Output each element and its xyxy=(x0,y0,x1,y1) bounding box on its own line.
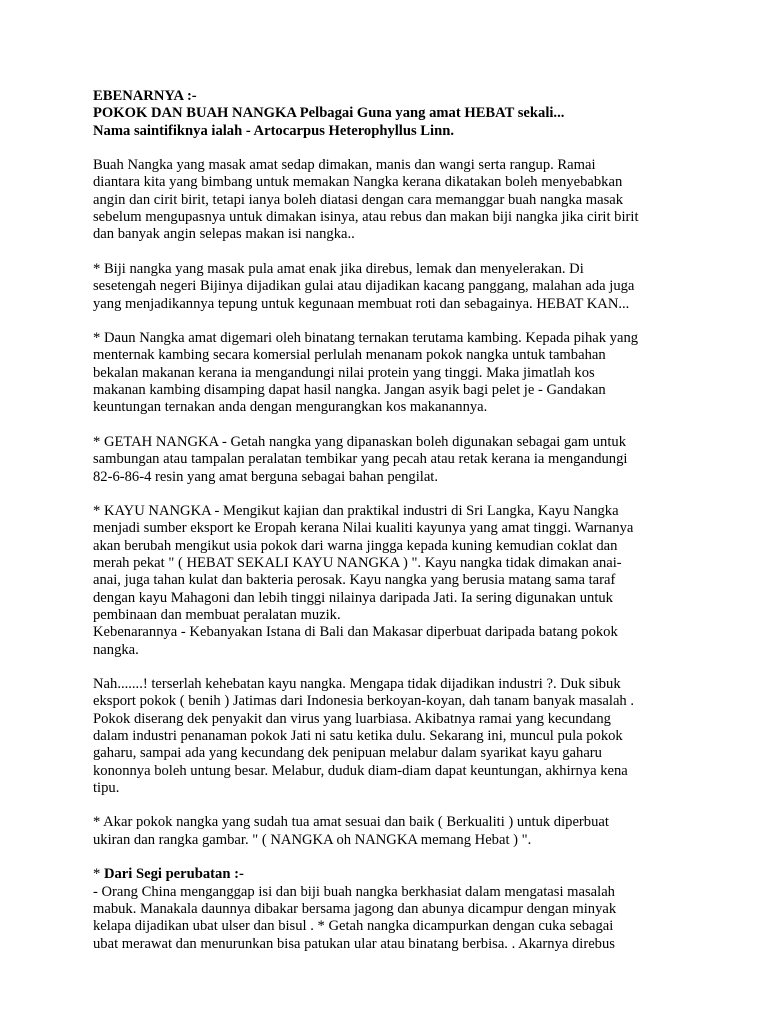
document-header xyxy=(93,88,683,140)
paragraph-line: diantara kita yang bimbang untuk memakan Nangka kerana dikatakan boleh menyebabkan xyxy=(93,174,623,191)
paragraph-line: ukiran dan rangka gambar. " ( NANGKA oh NANGKA memang Hebat ) ". xyxy=(93,831,532,848)
paragraph-line: * Daun Nangka amat digemari oleh binatang ternakan terutama kambing. Kepada pihak yang xyxy=(93,330,639,347)
paragraph-line: Kebenarannya - Kebanyakan Istana di Bali dan Makasar diperbuat daripada batang pokok xyxy=(93,624,618,641)
paragraph-line: gaharu, sampai ada yang kecundang dek penipuan melabur dalam syarikat kayu gaharu xyxy=(93,745,602,762)
section-line: mabuk. Manakala daunnya dibakar bersama jagong dan abunya dicampur dengan minyak xyxy=(93,900,617,917)
paragraph-line: dalam industri penanaman pokok Jati ni satu ketika dulu. Sekarang ini, muncul pula pokok xyxy=(93,727,623,744)
paragraph-line: sesetengah negeri Bijinya dijadikan gulai atau dijadikan kacang panggang, malahan ada juga xyxy=(93,278,635,295)
section-text xyxy=(93,884,683,953)
header-line-3: Nama saintifiknya ialah - Artocarpus Heterophyllus Linn. xyxy=(93,122,454,139)
paragraph-line: Nah.......! terserlah kehebatan kayu nangka. Mengapa tidak dijadikan industri ?. Duk sibuk xyxy=(93,676,621,693)
paragraph-line: dengan kayu Mahagoni dan lebih tinggi nilainya daripada Jati. Ia sering digunakan untuk xyxy=(93,589,613,606)
paragraph-line: 82-6-86-4 resin yang amat berguna sebagai bahan pengilat. xyxy=(93,468,438,485)
paragraph-line: * KAYU NANGKA - Mengikut kajian dan praktikal industri di Sri Langka, Kayu Nangka xyxy=(93,503,619,520)
paragraph-line: * GETAH NANGKA - Getah nangka yang dipanaskan boleh digunakan sebagai gam untuk xyxy=(93,433,626,450)
section-line: - Orang China menganggap isi dan biji buah nangka berkhasiat dalam mengatasi masalah xyxy=(93,883,615,900)
paragraph-line: menjadi sumber eksport ke Eropah kerana Nilai kualiti kayunya yang amat tinggi. Warnanya xyxy=(93,520,634,537)
medical-section xyxy=(93,866,683,952)
paragraph-line: Pokok diserang dek penyakit dan virus yang luarbiasa. Akibatnya ramai yang kecundang xyxy=(93,710,611,727)
paragraph xyxy=(93,676,683,797)
header-line-2: POKOK DAN BUAH NANGKA Pelbagai Guna yang amat HEBAT sekali... xyxy=(93,105,565,122)
paragraph xyxy=(93,814,683,849)
paragraph-list xyxy=(93,157,683,849)
paragraph-line: anai, juga tahan kulat dan bakteria perosak. Kayu nangka yang berusia matang sama taraf xyxy=(93,572,616,589)
paragraph-line: eksport pokok ( benih ) Jatimas dari Indonesia berkoyan-koyan, dah tanam banyak masalah . xyxy=(93,693,635,710)
paragraph-line: bekalan makanan kerana ia mengandungi nilai protein yang tinggi. Maka jimatlah kos xyxy=(93,364,595,381)
section-heading-line xyxy=(93,866,683,883)
section-heading: Dari Segi perubatan :- xyxy=(103,866,244,883)
paragraph-line: dan banyak angin selepas makan isi nangka.. xyxy=(93,226,355,243)
paragraph-line: tipu. xyxy=(93,779,120,796)
paragraph-line: akan berubah mengikut usia pokok dari warna jingga kepada kuning kemudian coklat dan xyxy=(93,537,618,554)
paragraph-line: kononnya boleh untung besar. Melabur, duduk diam-diam dapat keuntungan, akhirnya kena xyxy=(93,762,628,779)
paragraph-line: angin dan cirit birit, tetapi ianya boleh diatasi dengan cara memanggar buah nangka masak xyxy=(93,191,624,208)
paragraph-line: makanan kambing disamping dapat hasil nangka. Jangan asyik bagi pelet je - Gandakan xyxy=(93,382,606,399)
header-line-1: EBENARNYA :- xyxy=(93,88,197,104)
paragraph xyxy=(93,503,683,659)
section-line: kelapa dijadikan ubat ulser dan bisul . * Getah nangka dicampurkan dengan cuka sebagai xyxy=(93,918,614,935)
paragraph-line: nangka. xyxy=(93,641,139,658)
section-line: ubat merawat dan menurunkan bisa patukan ular atau binatang berbisa. . Akarnya direbus xyxy=(93,935,615,952)
paragraph-line: menternak kambing secara komersial perlulah menanam pokok nangka untuk tambahan xyxy=(93,347,606,364)
paragraph xyxy=(93,157,683,243)
paragraph-line: yang menjadikannya tepung untuk kegunaan membuat roti dan sebagainya. HEBAT KAN... xyxy=(93,295,630,312)
paragraph-line: merah pekat " ( HEBAT SEKALI KAYU NANGKA ) ". Kayu nangka tidak dimakan anai- xyxy=(93,555,622,572)
section-heading-prefix: * xyxy=(93,866,104,883)
paragraph xyxy=(93,261,683,313)
paragraph-line: * Akar pokok nangka yang sudah tua amat sesuai dan baik ( Berkualiti ) untuk diperbuat xyxy=(93,814,609,831)
document-body xyxy=(93,88,683,953)
paragraph-line: keuntungan ternakan anda dengan mengurangkan kos makanannya. xyxy=(93,399,488,416)
paragraph-line: sebelum mengupasnya untuk dimakan isinya, atau rebus dan makan biji nangka jika cirit birit xyxy=(93,209,639,226)
paragraph-line: sambungan atau tampalan peralatan tembikar yang pecah atau retak kerana ia mengandungi xyxy=(93,451,628,468)
paragraph-line: Buah Nangka yang masak amat sedap dimakan, manis dan wangi serta rangup. Ramai xyxy=(93,157,596,174)
paragraph-line: pembinaan dan membuat peralatan muzik. xyxy=(93,606,341,623)
paragraph xyxy=(93,330,683,416)
paragraph-line: * Biji nangka yang masak pula amat enak jika direbus, lemak dan menyelerakan. Di xyxy=(93,260,584,277)
paragraph xyxy=(93,434,683,486)
